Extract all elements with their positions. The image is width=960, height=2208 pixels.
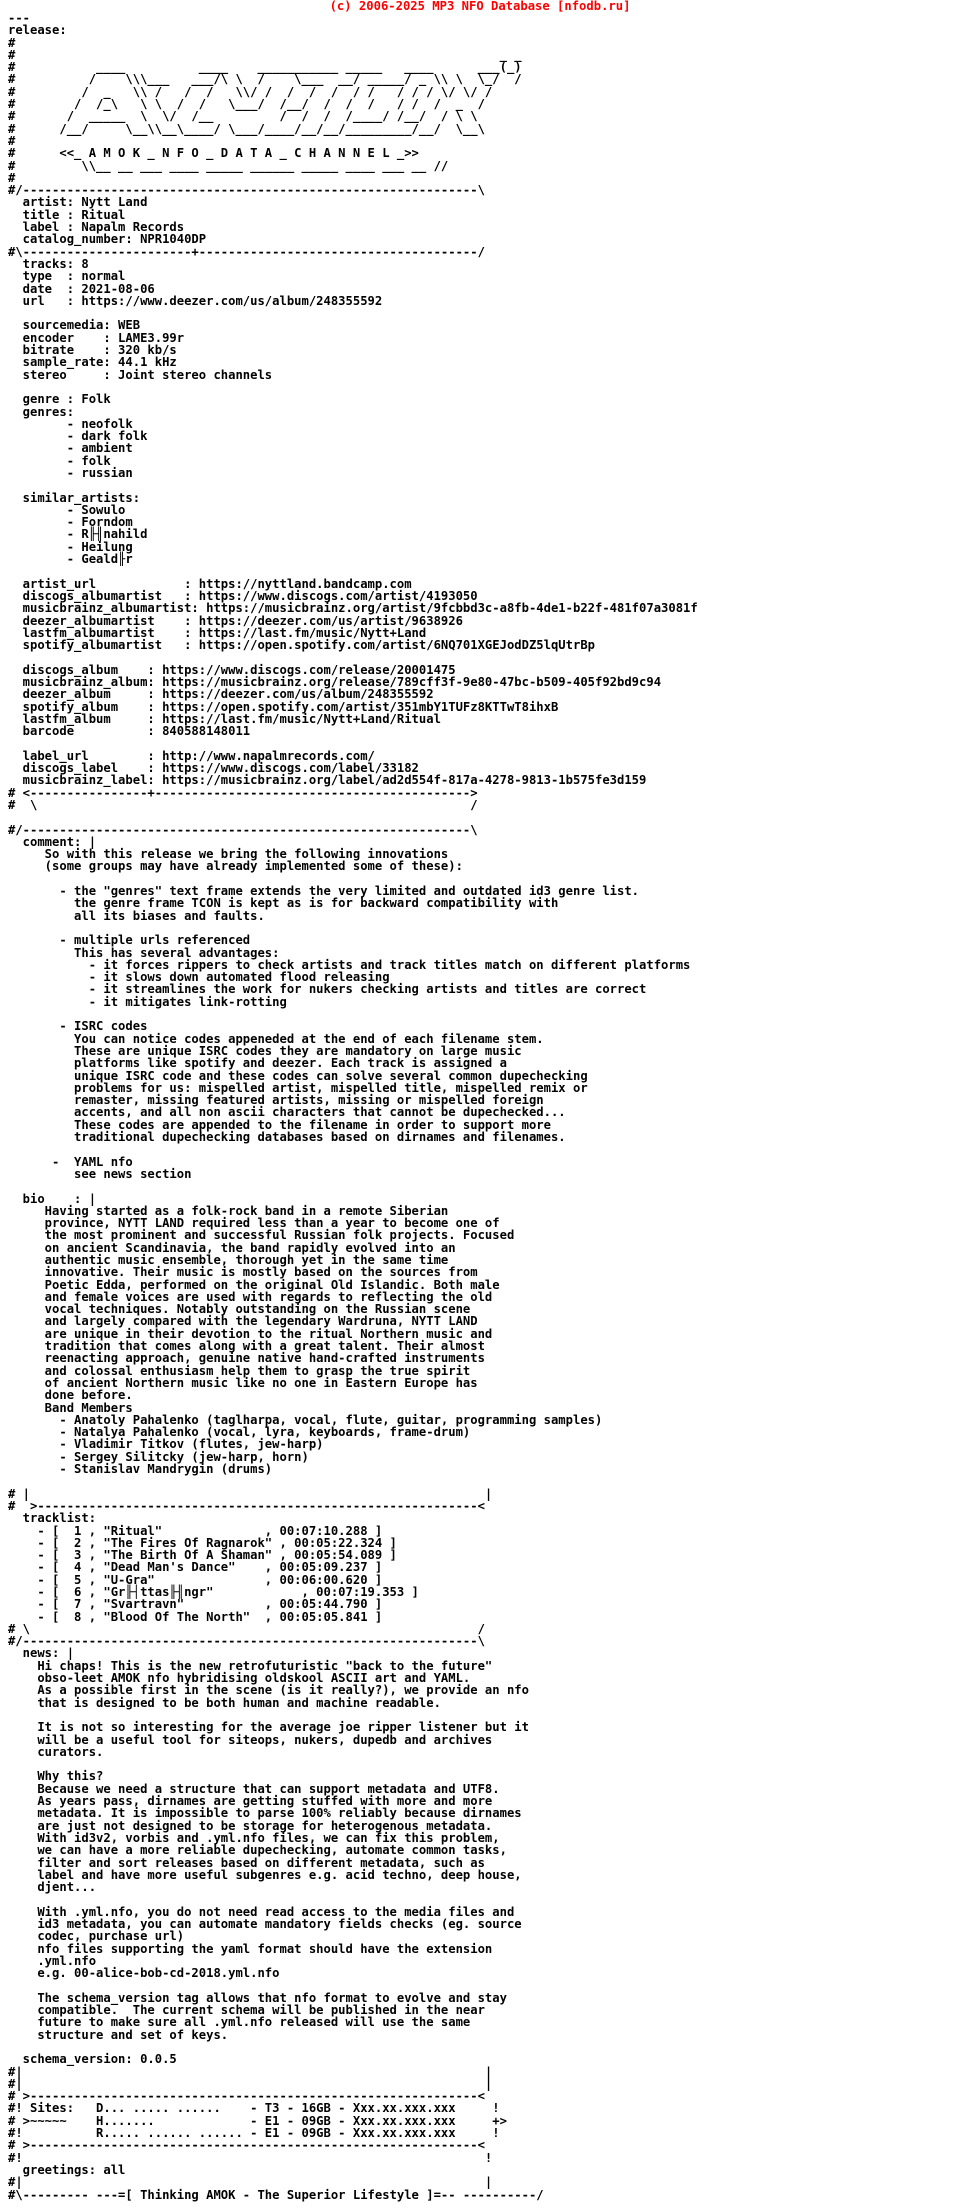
nfo-text: --- release: # # _ _ # ____ ____ ___________ _____ ____ ___(_) # / \\\___ ___/\ \ / \___ __/ _____/ _ \\ \ \_/ / # / _ \\ / / / \\/ / / / / / / / / / \/ \/ / # / /_\ \ \ / / \___/ /__/ / / / / / / _ / # / _____ \ \/ /__ / / / /____/ /__/ / \ \ # /__/ \__\\__\____/ \___/____/__/__/_________/__/ \__\ # # <<_ A M O K _ N F O _ D A T A _ C H A N N E L _>> # \\__ __ ___ ____ _____ ______ _____ ____ ___ __ // # #/--------------------------------------------------------------\ artist: Nytt Land title : Ritual label : Napalm Records catalog_number: NPR1040DP #\-----------------------+--------------------------------------/ tracks: 8 type : normal date : 2021-08-06 url : https://www.deezer.com/us/album/248355592 sourcemedia: WEB encoder : LAME3.99r bitrate : 320 kb/s sample_rate: 44.1 kHz stereo : Joint stereo channels genre : Folk genres: - neofolk - dark folk - ambient - folk - russian similar_artists: - Sowulo - Forndom - R╟╢nahild - Heilung - Geald╟r artist_url : https://nyttland.bandcamp.com discogs_albumartist : https://www.discogs.com/artist/4193050 musicbrainz_albumartist: https://musicbrainz.org/artist/9fcbbd3c-a8fb-4de1-b22f-481f07a3081f deezer_albumartist : https://deezer.com/us/artist/9638926 lastfm_albumartist : https://last.fm/music/Nytt+Land spotify_albumartist : https://open.spotify.com/artist/6NQ701XGEJodDZ5lqUtrBp discogs_album : https://www.discogs.com/release/20001475 musicbrainz_album: https://musicbrainz.org/release/789cff3f-9e80-47bc-b509-405f92bd9c94 deezer_album : https://deezer.com/us/album/248355592 spotify_album : https://open.spotify.com/artist/351mbY1TUFz8KTTwT8ihxB lastfm_album : https://last.fm/music/Nytt+Land/Ritual barcode : 840588148011 label_url : http://www.napalmrecords.com/ discogs_label : https://www.discogs.com/label/33182 musicbrainz_label: https://musicbrainz.org/label/ad2d554f-817a-4278-9813-1b575fe3d159 # <----------------+-------------------------------------------> # \ / #/-------------------------------------------------------------\ comment: | So with this release we bring the following innovations (some groups may have already implemented some of these): - the "genres" text frame extends the very limited and outdated id3 genre list. the genre frame TCON is kept as is for backward compatibility with all its biases and faults. - multiple urls referenced This has several advantages: - it forces rippers to check artists and track titles match on different platforms - it slows down automated flood releasing - it streamlines the work for nukers checking artists and titles are correct - it mitigates link-rotting - ISRC codes You can notice codes appeneded at the end of each filename stem. These are unique ISRC codes they are mandatory on large music platforms like spotify and deezer. Each track is assigned a unique ISRC code and these codes can solve several common dupechecking problems for us: mispelled artist, mispelled title, mispelled remix or remaster, missing featured artists, missing or mispelled foreign accents, and all non ascii characters that cannot be dupechecked... These codes are appended to the filename in order to support more traditional dupechecking databases based on dirnames and filenames. - YAML nfo see news section bio : | Having started as a folk-rock band in a remote Siberian province, NYTT LAND required less than a year to become one of the most prominent and successful Russian folk projects. Focused on ancient Scandinavia, the band rapidly evolved into an authentic music ensemble, thorough yet in the same time innovative. Their music is mostly based on the sources from Poetic Edda, performed on the original Old Islandic. Both male and female voices are used with regards to reflecting the old vocal techniques. Notably outstanding on the Russian scene and largely compared with the legendary Wardruna, NYTT LAND are unique in their devotion to the ritual Northern music and tradition that comes along with a great talent. Their almost reenacting approach, genuine native hand-crafted instruments and colossal enthusiasm help them to grasp the true spirit of ancient Northern music like no one in Eastern Europe has done before. Band Members - Anatoly Pahalenko (taglharpa, vocal, flute, guitar, programming samples) - Natalya Pahalenko (vocal, lyra, keyboards, frame-drum) - Vladimir Titkov (flutes, jew-harp) - Sergey Silitcky (jew-harp, horn) - Stanislav Mandrygin (drums) # | | # >------------------------------------------------------------< tracklist: - [ 1 , "Ritual" , 00:07:10.288 ] - [ 2 , "The Fires Of Ragnarok" , 00:05:22.324 ] - [ 3 , "The Birth Of A Shaman" , 00:05:54.089 ] - [ 4 , "Dead Man's Dance" , 00:05:09.237 ] - [ 5 , "U-Gra" , 00:06:00.620 ] - [ 6 , "Gr╟┤ttas╟╢ngr" , 00:07:19.353 ] - [ 7 , "Svartravn" , 00:05:44.790 ] - [ 8 , "Blood Of The North" , 00:05:05.841 ] # \ / #/--------------------------------------------------------------\ news: | Hi chaps! This is the new retrofuturistic "back to the future" obso-leet AMOK nfo hybridising oldskool ASCII art and YAML. As a possible first in the scene (is it really?), we provide an nfo that is designed to be both human and machine readable. It is not so interesting for the average joe ripper listener but it will be a useful tool for siteops, nukers, dupedb and archives curators. Why this? Because we need a structure that can support metadata and UTF8. As years pass, dirnames are getting stuffed with more and more metadata. It is impossible to parse 100% reliably because dirnames are just not designed to be storage for heterogenous metadata. With id3v2, vorbis and .yml.nfo files, we can fix this problem, we can have a more reliable dupechecking, automate common tasks, filter and sort releases based on different metadata, such as label and have more useful subgenres e.g. acid techno, deep house, djent... With .yml.nfo, you do not need read access to the media files and id3 metadata, you can automate mandatory fields checks (eg. source codec, purchase url) nfo files supporting the yaml format should have the extension .yml.nfo e.g. 00-alice-bob-cd-2018.yml.nfo The schema_version tag allows that nfo format to evolve and stay compatible. The current schema will be published in the near future to make sure all .yml.nfo released will use the same structure and set of keys. schema_version: 0.0.5 #| | #| | # >-------------------------------------------------------------< #! Sites: D... ..... ...... - T3 - 16GB - Xxx.xx.xxx.xxx ! # >~~~~~ H....... - E1 - 09GB - Xxx.xx.xxx.xxx +> #! R..... ...... ...... - E1 - 09GB - Xxx.xx.xxx.xxx ! # >-------------------------------------------------------------< #! ! greetings: all #| | #\--------- ---=[ Thinking AMOK - The Superior Lifestyle ]=-- ----------/ xyxy=(8,11,698,2202)
site-header: (c) 2006-2025 MP3 NFO Database [nfodb.ru] xyxy=(329,0,631,13)
